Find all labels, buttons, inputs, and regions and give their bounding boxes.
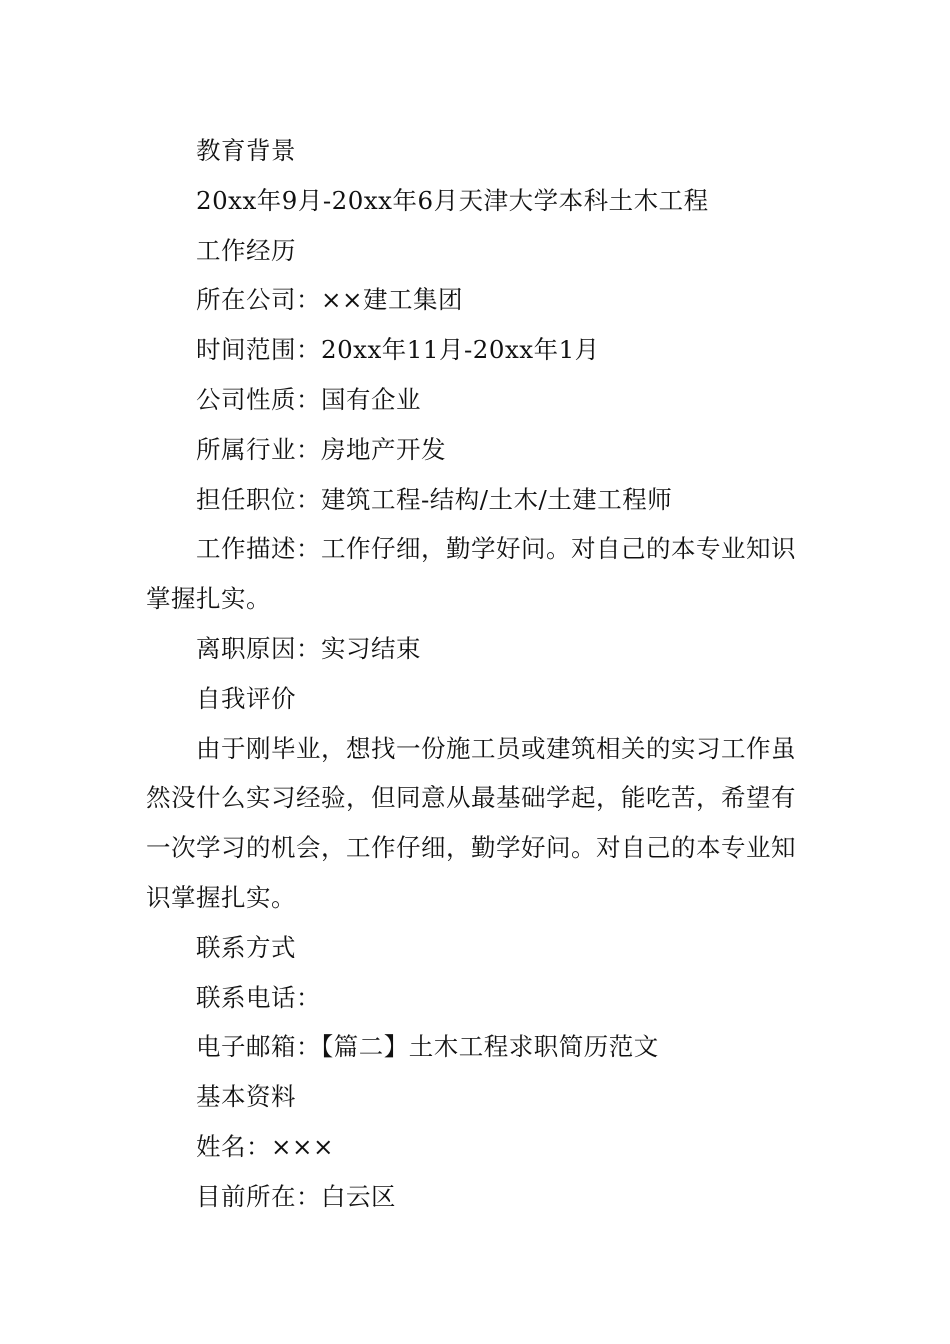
position-line: 担任职位：建筑工程-结构/土木/土建工程师 (196, 484, 673, 514)
current-location-line: 目前所在：白云区 (196, 1181, 396, 1211)
education-entry: 20xx年9月-20xx年6月天津大学本科土木工程 (196, 185, 709, 215)
section-heading-education: 教育背景 (196, 136, 296, 165)
email-line: 电子邮箱：【篇二】土木工程求职简历范文 (196, 1032, 659, 1062)
name-line: 姓名：××× (196, 1131, 335, 1161)
section-heading-work-experience: 工作经历 (196, 235, 296, 265)
time-range-line: 时间范围：20xx年11月-20xx年1月 (196, 335, 600, 365)
job-description-paragraph: 工作描述：工作仔细，勤学好问。对自己的本专业知识掌握扎实。 (146, 534, 796, 614)
phone-line: 联系电话： (196, 982, 321, 1012)
company-type-line: 公司性质：国有企业 (196, 384, 421, 414)
document-body (146, 126, 808, 1222)
company-line: 所在公司：××建工集团 (196, 285, 464, 315)
section-heading-self-evaluation: 自我评价 (196, 683, 296, 713)
section-heading-contact: 联系方式 (196, 932, 296, 962)
industry-line: 所属行业：房地产开发 (196, 434, 446, 464)
leaving-reason-line: 离职原因：实习结束 (196, 633, 421, 663)
section-heading-basic-info: 基本资料 (196, 1082, 296, 1112)
self-evaluation-paragraph: 由于刚毕业，想找一份施工员或建筑相关的实习工作虽然没什么实习经验，但同意从最基础学起，能吃苦，希望有一次学习的机会，工作仔细，勤学好问。对自己的本专业知识掌握扎实。 (146, 733, 796, 912)
